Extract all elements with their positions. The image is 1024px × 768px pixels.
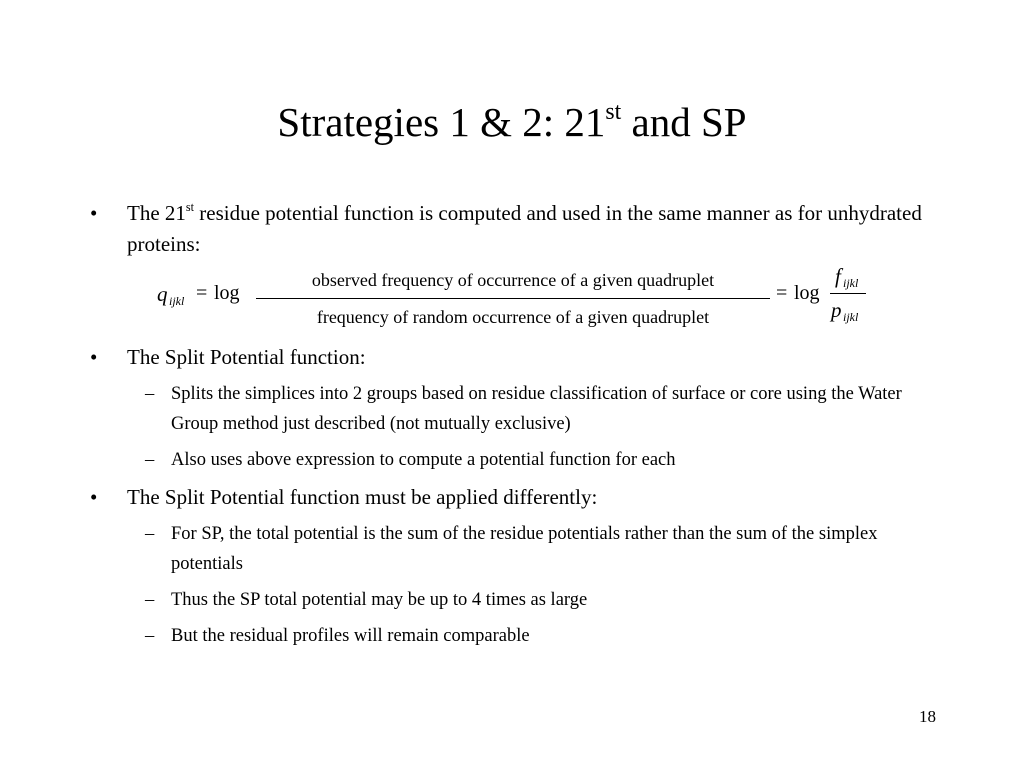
bullet-item-3: • The Split Potential function must be applied differently:	[127, 482, 947, 513]
sub-bullet-item-1: – Splits the simplices into 2 groups based on residue classification of surface or core using the Water Group method just described (not mutually exclusive)	[171, 379, 951, 439]
dash-icon: –	[145, 590, 155, 610]
bullet-icon: •	[90, 345, 98, 369]
sub-bullet-item-2: – Also uses above expression to compute a potential function for each	[171, 445, 951, 475]
dash-icon: –	[145, 626, 155, 646]
slide-title	[0, 96, 1024, 148]
bullet-icon: •	[90, 485, 98, 509]
eq-denominator: frequency of random occurrence of a given quadruplet	[316, 307, 710, 327]
dash-icon: –	[145, 450, 155, 470]
sub-bullet-item-3: – For SP, the total potential is the sum of the residue potentials rather than the sum of the simplex potentials	[171, 519, 951, 579]
eq-rhs-den-var: p	[831, 298, 842, 322]
title-text-end: and SP	[621, 99, 747, 145]
eq-rhs-den-sub: ijkl	[843, 310, 859, 324]
eq-equals-2: =	[776, 282, 788, 304]
bullet-item-2: • The Split Potential function:	[127, 342, 947, 373]
sub-bullet-item-5: – But the residual profiles will remain comparable	[171, 621, 951, 651]
eq-lhs-var: q	[157, 282, 168, 306]
eq-log-2: log	[794, 282, 820, 304]
dash-icon: –	[145, 384, 155, 404]
eq-rhs-num-sub: ijkl	[843, 276, 859, 290]
eq-fraction-bar	[256, 298, 770, 299]
eq-log-1: log	[214, 282, 240, 304]
eq-lhs-sub: ijkl	[169, 294, 185, 308]
title-superscript: st	[605, 98, 622, 125]
bullet-icon: •	[90, 201, 98, 225]
sub-bullet-item-4: – Thus the SP total potential may be up to 4 times as large	[171, 585, 951, 615]
eq-rhs-fraction-bar	[830, 293, 866, 294]
bullet-item-1: • The 21st residue potential function is computed and used in the same manner as for unhydrated proteins:	[90, 199, 922, 256]
eq-numerator: observed frequency of occurrence of a given quadruplet	[311, 270, 715, 290]
eq-equals-1: =	[196, 282, 208, 304]
title-text: Strategies 1 & 2: 21	[277, 99, 606, 145]
eq-rhs-num-var: f	[835, 264, 841, 288]
dash-icon: –	[145, 524, 155, 544]
page-number: 18	[919, 707, 936, 726]
